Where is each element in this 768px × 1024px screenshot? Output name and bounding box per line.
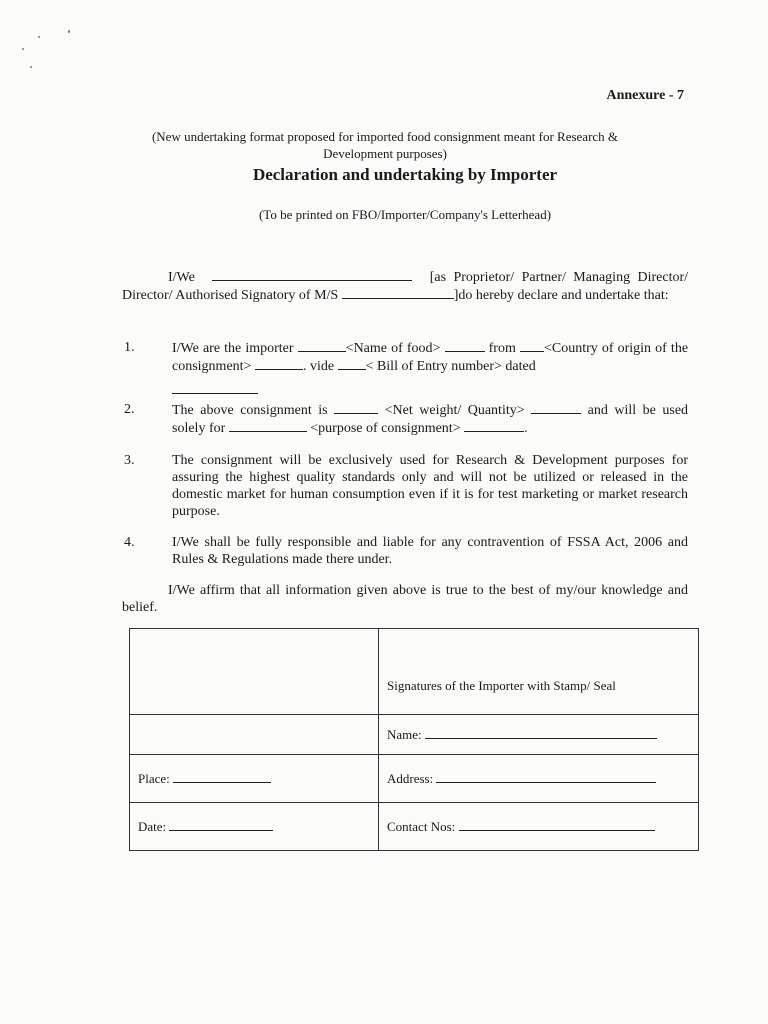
scan-speck bbox=[30, 66, 32, 68]
weight-blank bbox=[531, 401, 581, 414]
contact-label: Contact Nos: bbox=[387, 818, 456, 834]
affirmation-paragraph bbox=[122, 582, 688, 616]
signature-label: Signatures of the Importer with Stamp/ Seal bbox=[387, 678, 616, 693]
origin-blank bbox=[255, 357, 303, 370]
date-line[interactable] bbox=[169, 819, 273, 831]
place-line[interactable] bbox=[173, 771, 271, 783]
date-blank bbox=[172, 381, 258, 394]
intro-part-2: [as Proprietor/ Partner/ Managing Director/ Director/ Authorised Signatory of M/S bbox=[122, 270, 689, 303]
date-cell bbox=[130, 803, 379, 851]
annexure-number: Annexure - 7 bbox=[606, 88, 684, 103]
item-text: and will be used solely for bbox=[172, 403, 689, 436]
quantity-blank bbox=[334, 401, 378, 414]
item-text: <Country of origin of the consignment> bbox=[172, 341, 689, 374]
signature-cell bbox=[379, 629, 699, 715]
purpose-detail-blank bbox=[464, 419, 524, 432]
food-name-blank bbox=[445, 339, 485, 352]
intro-part-1: I/We bbox=[168, 270, 195, 285]
item-number: 1. bbox=[124, 340, 135, 355]
importer-name-blank bbox=[212, 268, 412, 281]
scan-speck bbox=[68, 30, 70, 33]
item-text: <Net weight/ Quantity> bbox=[384, 403, 525, 418]
name-label: Name: bbox=[387, 726, 422, 742]
scan-speck bbox=[38, 36, 40, 38]
item-text: <purpose of consignment> bbox=[310, 421, 461, 436]
item-number: 2. bbox=[124, 402, 135, 417]
document-title: Declaration and undertaking by Importer bbox=[252, 165, 558, 184]
bill-entry-blank bbox=[338, 357, 366, 370]
intro-part-3: ]do hereby declare and undertake that: bbox=[453, 288, 669, 303]
item-text: . bbox=[524, 421, 528, 436]
item-text: <Name of food> bbox=[345, 341, 441, 356]
address-cell bbox=[379, 755, 699, 803]
item-text: < Bill of Entry number> dated bbox=[365, 359, 536, 374]
name-line[interactable] bbox=[425, 727, 657, 739]
item-number: 4. bbox=[124, 535, 135, 550]
list-item bbox=[124, 401, 688, 437]
contact-line[interactable] bbox=[459, 819, 655, 831]
address-label: Address: bbox=[387, 770, 434, 786]
item-text: The consignment will be exclusively used for Research & Development purposes for assuring the highest quality standards only and will not be utilized or released in the domestic market for human consumption even if it is for test marketing or market research purpose. bbox=[172, 453, 688, 519]
contact-cell bbox=[379, 803, 699, 851]
address-line[interactable] bbox=[436, 771, 656, 783]
importer-blank bbox=[298, 339, 346, 352]
date-label: Date: bbox=[138, 818, 167, 834]
place-cell bbox=[130, 755, 379, 803]
blank-cell bbox=[130, 715, 379, 755]
letterhead-note: (To be printed on FBO/Importer/Company's Letterhead) bbox=[258, 207, 552, 222]
item-text: I/We shall be fully responsible and liable for any contravention of FSSA Act, 2006 and Rules & Regulations made there under. bbox=[172, 535, 688, 567]
item-text: I/We are the importer bbox=[172, 341, 294, 356]
list-item bbox=[124, 534, 688, 568]
item-text: from bbox=[488, 341, 516, 356]
scan-speck bbox=[22, 48, 24, 50]
format-subtitle: (New undertaking format proposed for imported food consignment meant for Research & Development purposes) bbox=[151, 129, 619, 161]
purpose-blank bbox=[229, 419, 307, 432]
place-label: Place: bbox=[138, 770, 170, 786]
name-cell bbox=[379, 715, 699, 755]
list-item bbox=[124, 452, 688, 520]
blank-cell bbox=[130, 629, 379, 715]
item-text: vide bbox=[309, 359, 335, 374]
signature-table bbox=[129, 628, 699, 851]
item-number: 3. bbox=[124, 453, 135, 468]
country-blank bbox=[520, 339, 544, 352]
intro-paragraph bbox=[122, 268, 688, 304]
list-item: 1. I/We are the importer <Name of food> from <Country of origin of the consignment> . vide < Bill of Entry number> dated bbox=[124, 339, 688, 399]
item-text: The above consignment is bbox=[172, 403, 328, 418]
company-name-blank bbox=[342, 286, 454, 299]
affirmation-text: I/We affirm that all information given above is true to the best of my/our knowledge and belief. bbox=[122, 583, 688, 615]
